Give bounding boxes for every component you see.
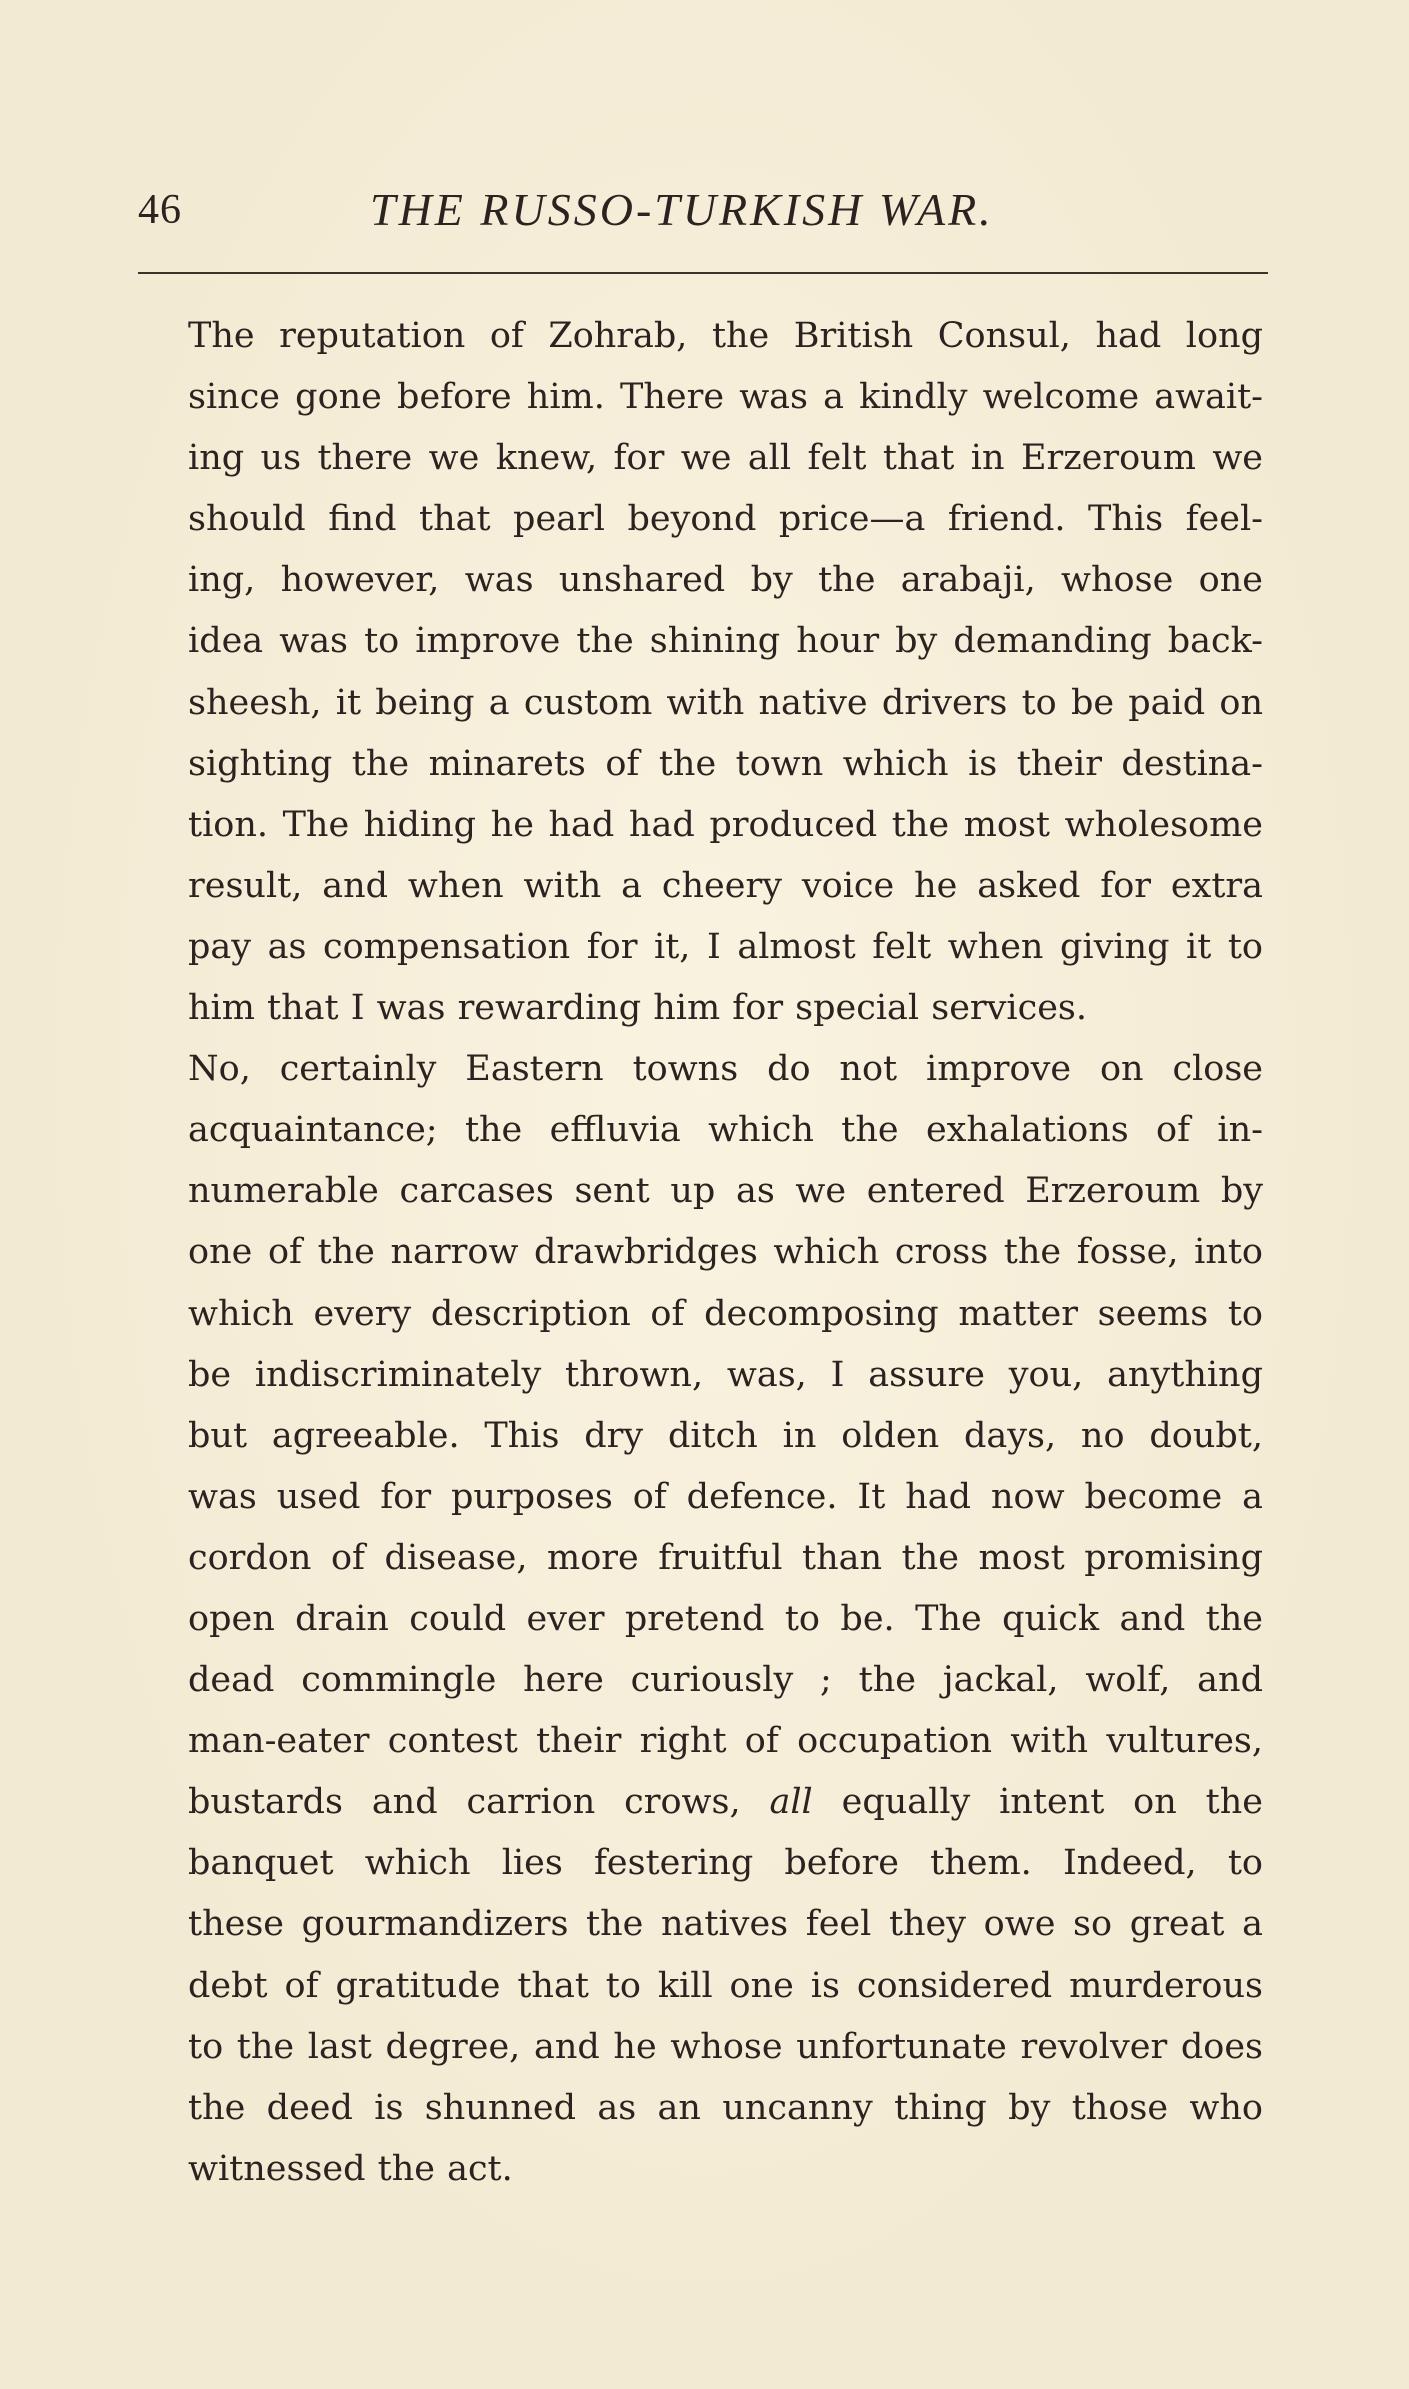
text-line: open drain could ever pretend to be. The quick and the (188, 1598, 1263, 1639)
paragraph-1 (138, 306, 1263, 1039)
text-line: should find that pearl beyond price—a friend. This feel- (188, 499, 1263, 540)
text-line: dead commingle here curiously ; the jackal, wolf, and (188, 1660, 1263, 1701)
text-line: bustards and carrion crows, all equally intent on the (188, 1782, 1263, 1823)
page-number: 46 (138, 187, 182, 233)
paragraph-2 (138, 1039, 1263, 2200)
text-line: these gourmandizers the natives feel they owe so great a (188, 1904, 1263, 1945)
header-rule (138, 272, 1268, 274)
text-line: sighting the minarets of the town which is their destina- (188, 743, 1263, 784)
text-line: him that I was rewarding him for special services. (188, 988, 1088, 1029)
text-line: but agreeable. This dry ditch in olden days, no doubt, (188, 1415, 1263, 1456)
text-line: debt of gratitude that to kill one is considered murderous (188, 1965, 1263, 2006)
text-line: idea was to improve the shining hour by demanding back- (188, 621, 1263, 662)
text-line: The reputation of Zohrab, the British Consul, had long (188, 316, 1263, 356)
text-line: one of the narrow drawbridges which cross the fosse, into (188, 1232, 1263, 1273)
text-line: ing us there we knew, for we all felt that in Erzeroum we (188, 438, 1263, 479)
running-title: THE RUSSO-TURKISH WAR. (370, 184, 994, 235)
text-line: ing, however, was unshared by the arabaji, whose one (188, 560, 1263, 601)
text-line: acquaintance; the effluvia which the exhalations of in- (188, 1110, 1263, 1151)
text-line: banquet which lies festering before them. Indeed, to (188, 1843, 1263, 1884)
text-line: be indiscriminately thrown, was, I assure you, anything (188, 1354, 1263, 1395)
text-line: was used for purposes of defence. It had now become a (188, 1476, 1263, 1517)
text-line: sheesh, it being a custom with native drivers to be paid on (188, 682, 1263, 723)
text-line: pay as compensation for it, I almost felt when giving it to (188, 926, 1263, 967)
text-line: result, and when with a cheery voice he asked for extra (188, 865, 1263, 906)
italic-word: all (769, 1782, 813, 1823)
text-line: which every description of decomposing matter seems to (188, 1293, 1263, 1334)
text-line: the deed is shunned as an uncanny thing by those who (188, 2087, 1263, 2128)
text-line: numerable carcases sent up as we entered Erzeroum by (188, 1171, 1263, 1212)
text-line: since gone before him. There was a kindly welcome await- (188, 377, 1263, 418)
text-line: tion. The hiding he had had produced the most wholesome (188, 804, 1263, 845)
text-line: No, certainly Eastern towns do not improve on close (188, 1049, 1263, 1090)
body-text (138, 306, 1263, 2200)
page-header (138, 178, 1268, 242)
text-line: cordon of disease, more fruitful than the most promising (188, 1537, 1263, 1578)
text-line: witnessed the act. (188, 2148, 513, 2189)
text-line: man-eater contest their right of occupation with vultures, (188, 1721, 1263, 1762)
text-line: to the last degree, and he whose unfortunate revolver does (188, 2026, 1263, 2067)
